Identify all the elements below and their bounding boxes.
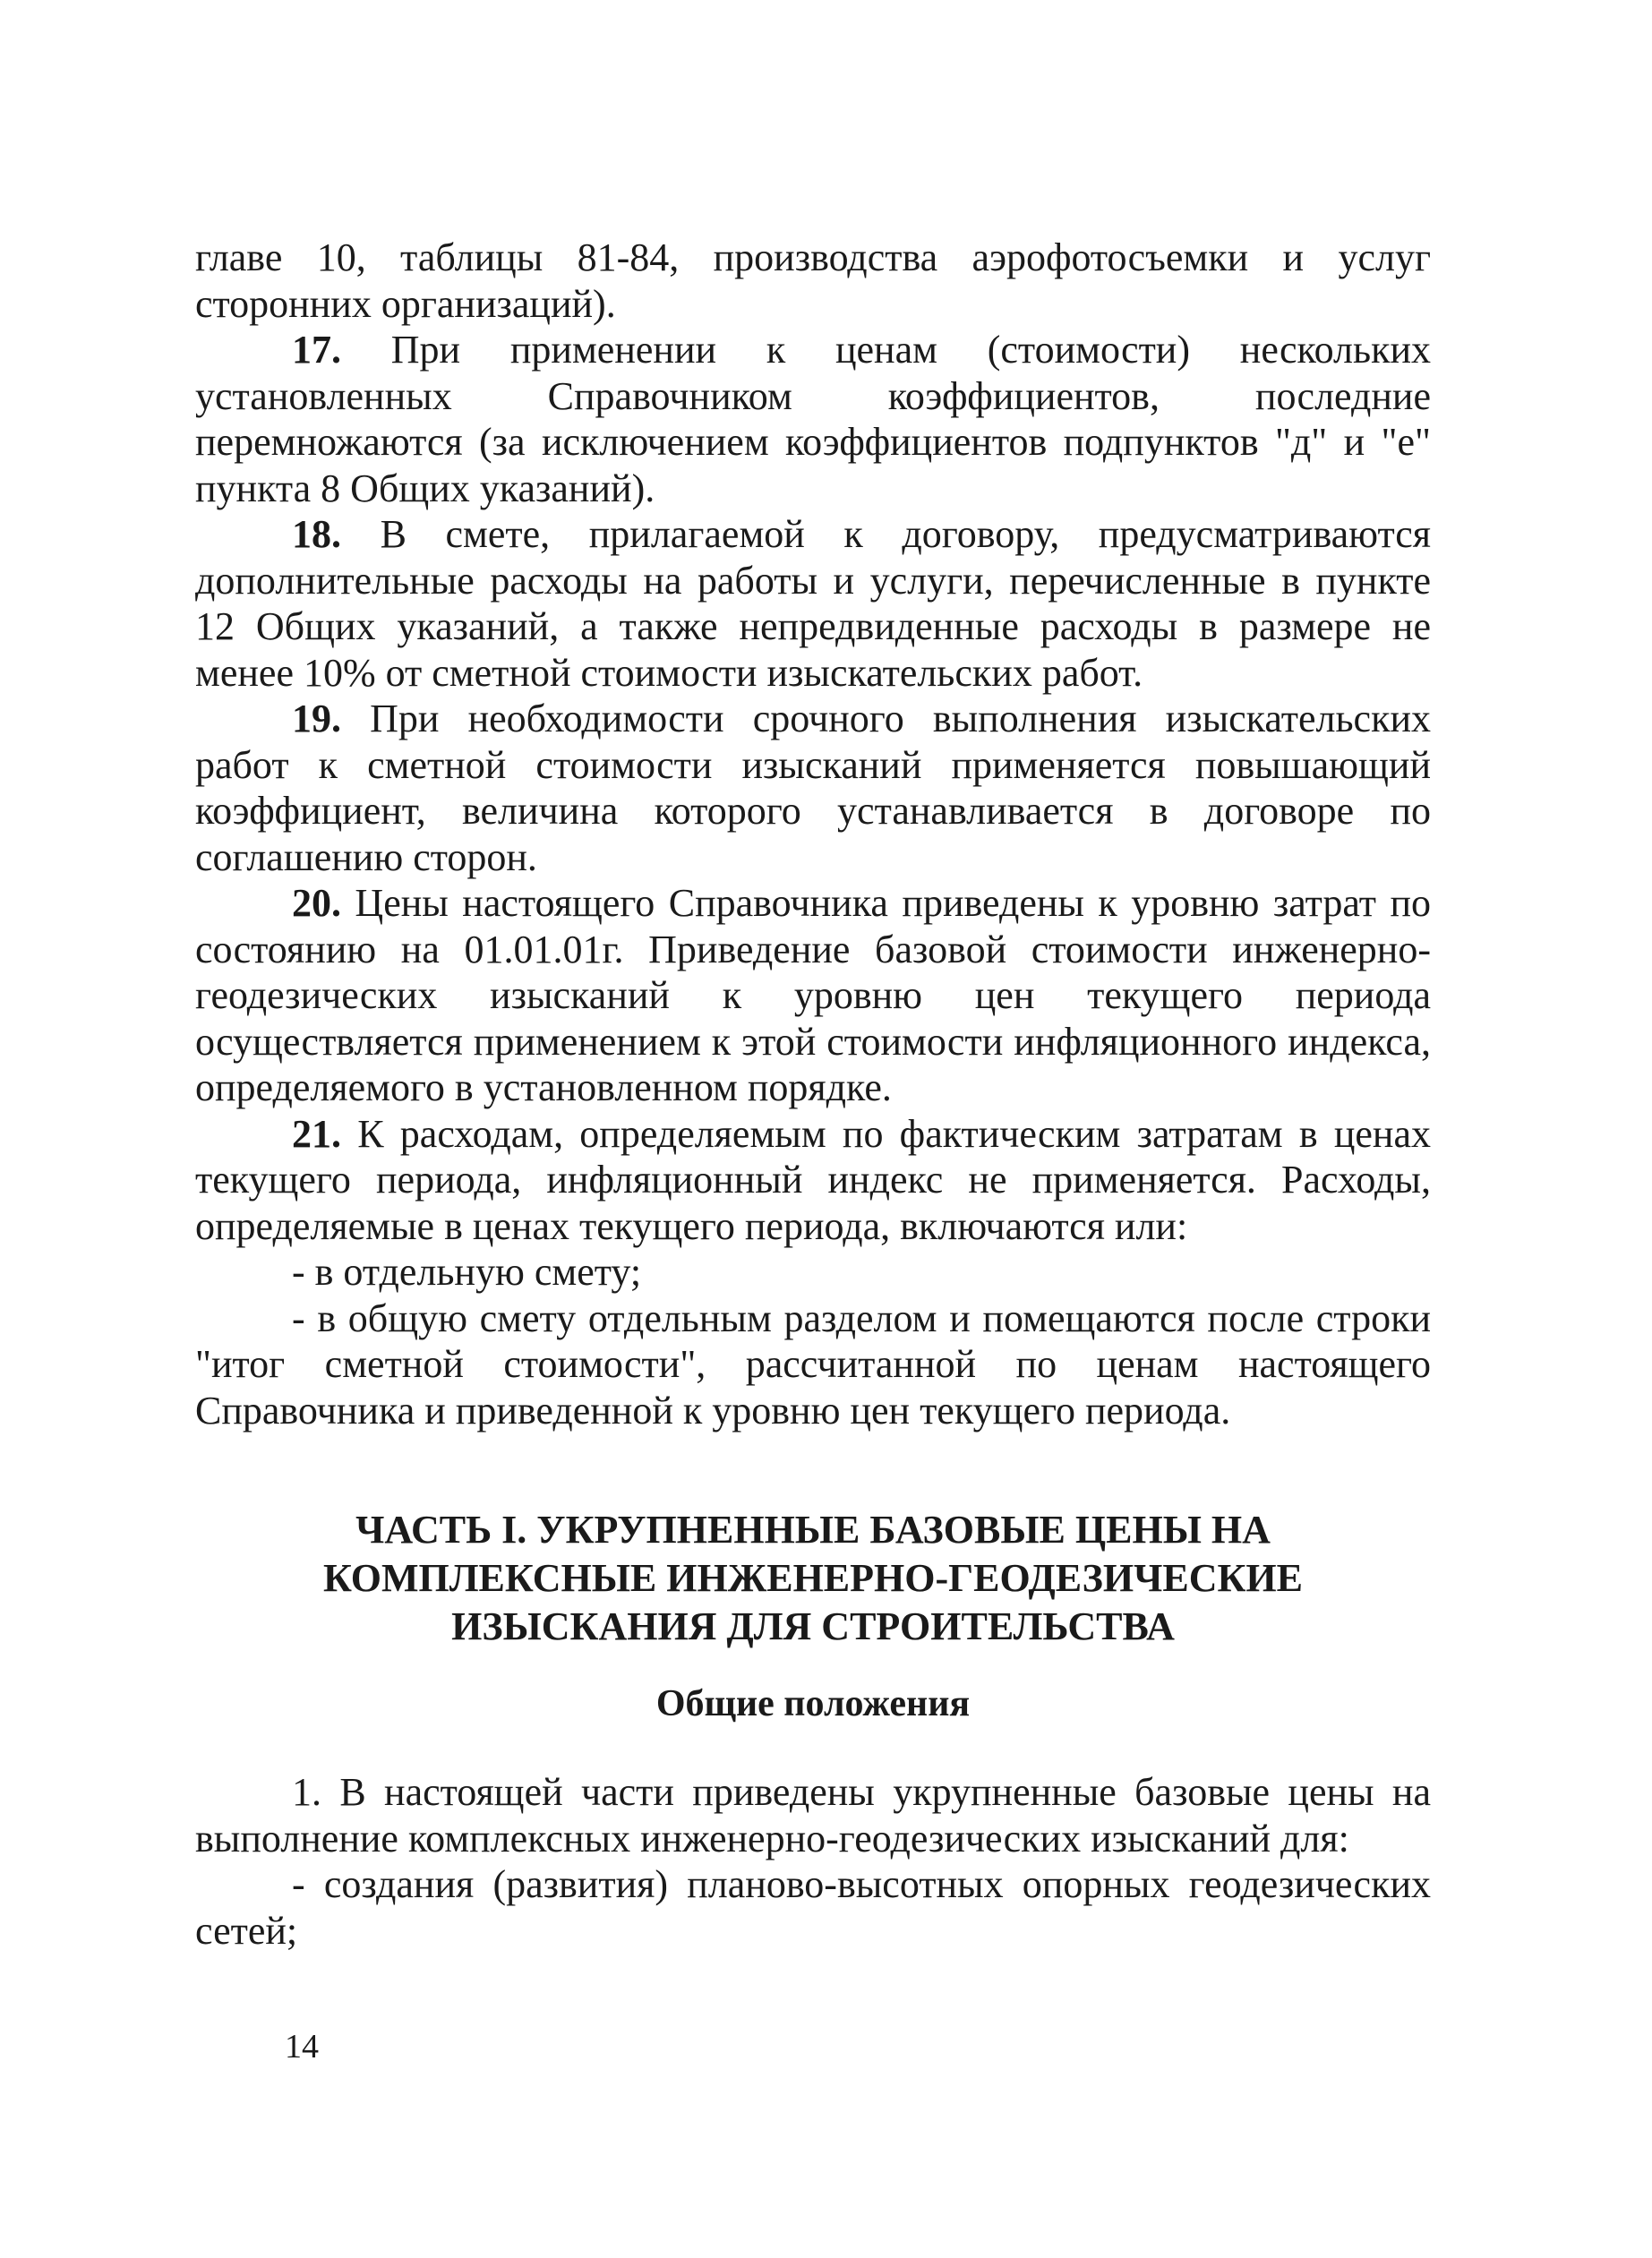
clause-text: К расходам, определяемым по фактическим затратам в ценах текущего периода, инфляционный индекс не применяется. Расходы, определяемые в ценах текущего периода, включаются или:	[195, 1111, 1431, 1248]
clause-text: В смете, прилагаемой к договору, предусматриваются дополнительные расходы на работы и услуги, перечисленные в пункте 12 Общих указаний, а также непредвиденные расходы в размере не менее 10% от сметной стоимости изыскательских работ.	[195, 512, 1431, 695]
clause-17	[195, 327, 1431, 511]
list-item: - в отдельную смету;	[292, 1250, 642, 1294]
clause-text: Цены настоящего Справочника приведены к уровню затрат по состоянию на 01.01.01г. Приведение базовой стоимости инженерно-геодезических изысканий к уровню цен текущего периода осуществляется применением к этой стоимости инфляционного индекса, определяемого в установленном порядке.	[195, 881, 1431, 1109]
clause-number: 19.	[292, 697, 341, 740]
list-item: - создания (развития) планово-высотных опорных геодезических сетей;	[195, 1862, 1431, 1953]
page-number: 14	[285, 2028, 319, 2066]
list-item: - в общую смету отдельным разделом и помещаются после строки "итог сметной стоимости", рассчитанной по ценам настоящего Справочника и приведенной к уровню цен текущего периода.	[195, 1296, 1431, 1433]
clause-number: 18.	[292, 512, 341, 556]
clause-number: 17.	[292, 328, 341, 372]
part-heading-line: КОМПЛЕКСНЫЕ ИНЖЕНЕРНО-ГЕОДЕЗИЧЕСКИЕ	[322, 1556, 1303, 1600]
part-heading-line: ЧАСТЬ I. УКРУПНЕННЫЕ БАЗОВЫЕ ЦЕНЫ НА	[355, 1508, 1271, 1552]
clause-number: 20.	[292, 881, 341, 925]
clause-number: 1.	[292, 1770, 321, 1814]
part-heading	[195, 1506, 1431, 1651]
clause-18	[195, 511, 1431, 696]
part-clause-1	[195, 1769, 1431, 1861]
clause-20	[195, 880, 1431, 1111]
body-text	[195, 235, 1431, 1433]
clause-text: В настоящей части приведены укрупненные базовые цены на выполнение комплексных инженерно-геодезических изысканий для:	[195, 1770, 1431, 1860]
section-heading: Общие положения	[655, 1683, 971, 1724]
clause-21	[195, 1111, 1431, 1250]
intro-paragraph: главе 10, таблицы 81-84, производства аэрофотосъемки и услуг сторонних организаций).	[195, 235, 1431, 326]
part-body-text	[195, 1769, 1431, 1954]
clause-19	[195, 696, 1431, 880]
clause-number: 21.	[292, 1111, 341, 1156]
clause-text: При необходимости срочного выполнения изыскательских работ к сметной стоимости изысканий применяется повышающий коэффициент, величина которого устанавливается в договоре по соглашению сторон.	[195, 697, 1431, 879]
clause-text: При применении к ценам (стоимости) нескольких установленных Справочником коэффициентов, последние перемножаются (за исключением коэффициентов подпунктов "д" и "е" пункта 8 Общих указаний).	[195, 328, 1431, 510]
part-heading-line: ИЗЫСКАНИЯ ДЛЯ СТРОИТЕЛЬСТВА	[451, 1604, 1175, 1648]
